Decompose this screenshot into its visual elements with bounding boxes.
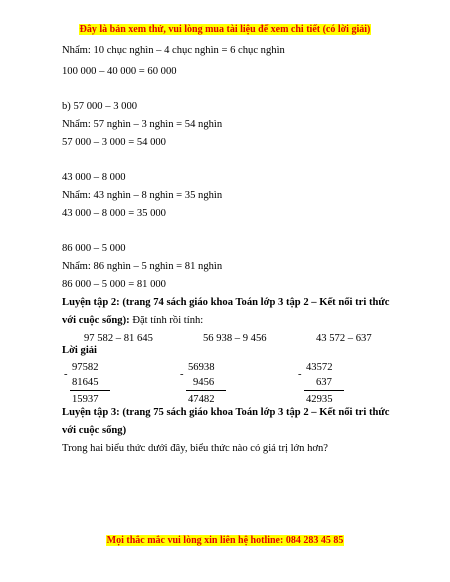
- subtrahend: 637: [316, 377, 332, 388]
- result-rule: [186, 390, 226, 391]
- problem-label: 43 572 – 637: [316, 333, 372, 344]
- result-rule: [304, 390, 344, 391]
- text-line: b) 57 000 – 3 000: [62, 101, 138, 112]
- text-line: 43 000 – 8 000 = 35 000: [62, 208, 166, 219]
- difference: 15937: [72, 394, 99, 405]
- exercise3-heading-cont: với cuộc sống): [62, 425, 127, 436]
- text-line: Nhẩm: 10 chục nghìn – 4 chục nghìn = 6 chục nghìn: [62, 45, 285, 56]
- minuend: 43572: [306, 362, 333, 373]
- exercise2-heading-bold: với cuộc sống):: [62, 315, 130, 326]
- exercise2-heading-cont: [62, 314, 203, 327]
- minus-sign: -: [180, 369, 184, 380]
- solution-label: Lời giải: [62, 345, 98, 356]
- text-line: 86 000 – 5 000: [62, 243, 126, 254]
- text-line: Nhẩm: 86 nghìn – 5 nghìn = 81 nghìn: [62, 261, 223, 272]
- minus-sign: -: [64, 369, 68, 380]
- exercise3-question: Trong hai biểu thức dưới đây, biểu thức nào có giá trị lớn hơn?: [62, 443, 328, 454]
- exercise3-heading: Luyện tập 3: (trang 75 sách giáo khoa Toán lớp 3 tập 2 – Kết nối tri thức: [62, 407, 390, 418]
- text-line: Nhẩm: 43 nghìn – 8 nghìn = 35 nghìn: [62, 190, 223, 201]
- text-line: 57 000 – 3 000 = 54 000: [62, 137, 166, 148]
- preview-notice-text: Đây là bản xem thử, vui lòng mua tài liệu để xem chi tiết (có lời giải): [79, 24, 371, 35]
- hotline-notice-banner: [0, 535, 450, 546]
- exercise2-instruction: Đặt tính rồi tính:: [129, 315, 204, 326]
- problem-label: 97 582 – 81 645: [84, 333, 153, 344]
- problem-label: 56 938 – 9 456: [203, 333, 267, 344]
- hotline-notice-text: Mọi thắc mắc vui lòng xin liên hệ hotline: 084 283 45 85: [106, 535, 344, 546]
- result-rule: [70, 390, 110, 391]
- minuend: 56938: [188, 362, 215, 373]
- subtrahend: 9456: [193, 377, 215, 388]
- text-line: 100 000 – 40 000 = 60 000: [62, 66, 177, 77]
- minus-sign: -: [298, 369, 302, 380]
- text-line: 86 000 – 5 000 = 81 000: [62, 279, 166, 290]
- minuend: 97582: [72, 362, 99, 373]
- difference: 42935: [306, 394, 333, 405]
- difference: 47482: [188, 394, 215, 405]
- text-line: Nhẩm: 57 nghìn – 3 nghìn = 54 nghìn: [62, 119, 223, 130]
- exercise2-heading: Luyện tập 2: (trang 74 sách giáo khoa Toán lớp 3 tập 2 – Kết nối tri thức: [62, 297, 390, 308]
- text-line: 43 000 – 8 000: [62, 172, 126, 183]
- preview-notice-banner: [0, 24, 450, 35]
- subtrahend: 81645: [72, 377, 99, 388]
